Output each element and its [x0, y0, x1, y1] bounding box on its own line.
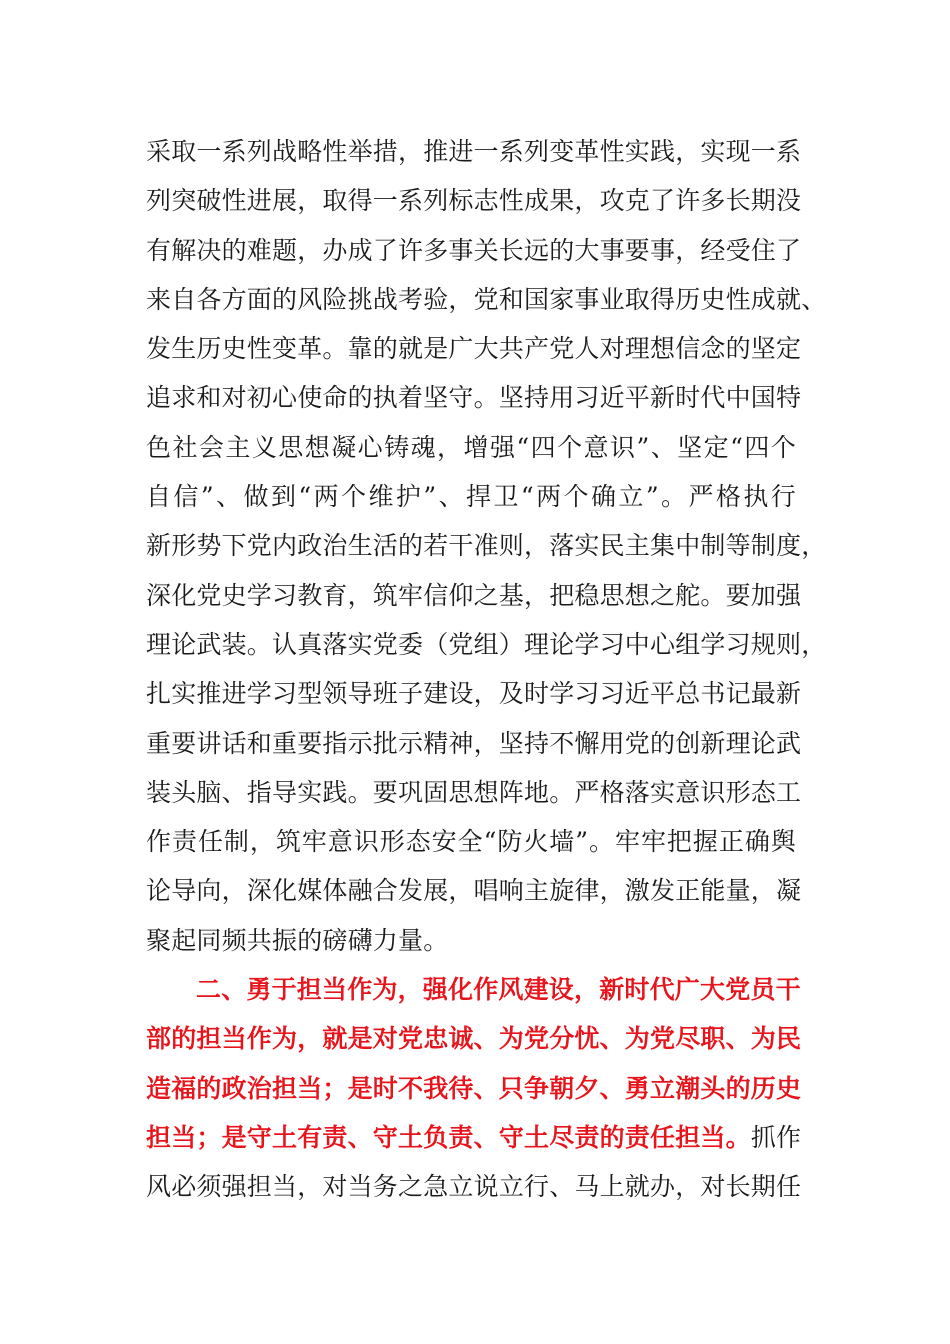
text-line: 自信”、做到“两个维护”、捍卫“两个确立”。严格执行 [146, 482, 796, 512]
text-line: 列突破性进展，取得一系列标志性成果，攻克了许多长期没 [146, 186, 802, 216]
text-line: 聚起同频共振的磅礴力量。 [146, 925, 449, 955]
text-line: 理论武装。认真落实党委（党组）理论学习中心组学习规则， [146, 629, 827, 659]
text-line: 论导向，深化媒体融合发展，唱响主旋律，激发正能量，凝 [146, 876, 802, 906]
section-heading-line: 造福的政治担当；是时不我待、只争朝夕、勇立潮头的历史 [146, 1073, 802, 1103]
text-line: 采取一系列战略性举措，推进一系列变革性实践，实现一系 [146, 137, 802, 166]
section-heading-tail: 担当；是守土有责、守土负责、守土尽责的责任担当。 [146, 1122, 751, 1152]
text-line: 色社会主义思想凝心铸魂，增强“四个意识”、坚定“四个 [146, 432, 796, 462]
text-line: 深化党史学习教育，筑牢信仰之基，把稳思想之舵。要加强 [146, 580, 802, 610]
body-text-start: 抓作 [750, 1122, 802, 1152]
section-heading-line: 部的担当作为，就是对党忠诚、为党分忧、为党尽职、为民 [146, 1024, 802, 1054]
text-line: 追求和对初心使命的执着坚守。坚持用习近平新时代中国特 [146, 383, 802, 413]
body-text [146, 127, 827, 1212]
text-line: 装头脑、指导实践。要巩固思想阵地。严格落实意识形态工 [146, 777, 802, 807]
mixed-text-line [146, 1113, 802, 1162]
text-line: 重要讲话和重要指示批示精神，坚持不懈用党的创新理论武 [146, 728, 802, 758]
text-line: 风必须强担当，对当务之急立说立行、马上就办，对长期任 [146, 1172, 802, 1202]
text-line: 发生历史性变革。靠的就是广大共产党人对理想信念的坚定 [146, 334, 802, 364]
text-line: 扎实推进学习型领导班子建设，及时学习习近平总书记最新 [146, 679, 802, 709]
text-line: 有解决的难题，办成了许多事关长远的大事要事，经受住了 [146, 235, 802, 265]
text-line: 作责任制，筑牢意识形态安全“防火墙”。牢牢把握正确舆 [146, 827, 796, 857]
section-heading-line: 二、勇于担当作为，强化作风建设，新时代广大党员干 [196, 975, 801, 1005]
text-line: 新形势下党内政治生活的若干准则，落实民主集中制等制度， [146, 531, 827, 561]
text-line: 来自各方面的风险挑战考验，党和国家事业取得历史性成就、 [146, 284, 827, 314]
